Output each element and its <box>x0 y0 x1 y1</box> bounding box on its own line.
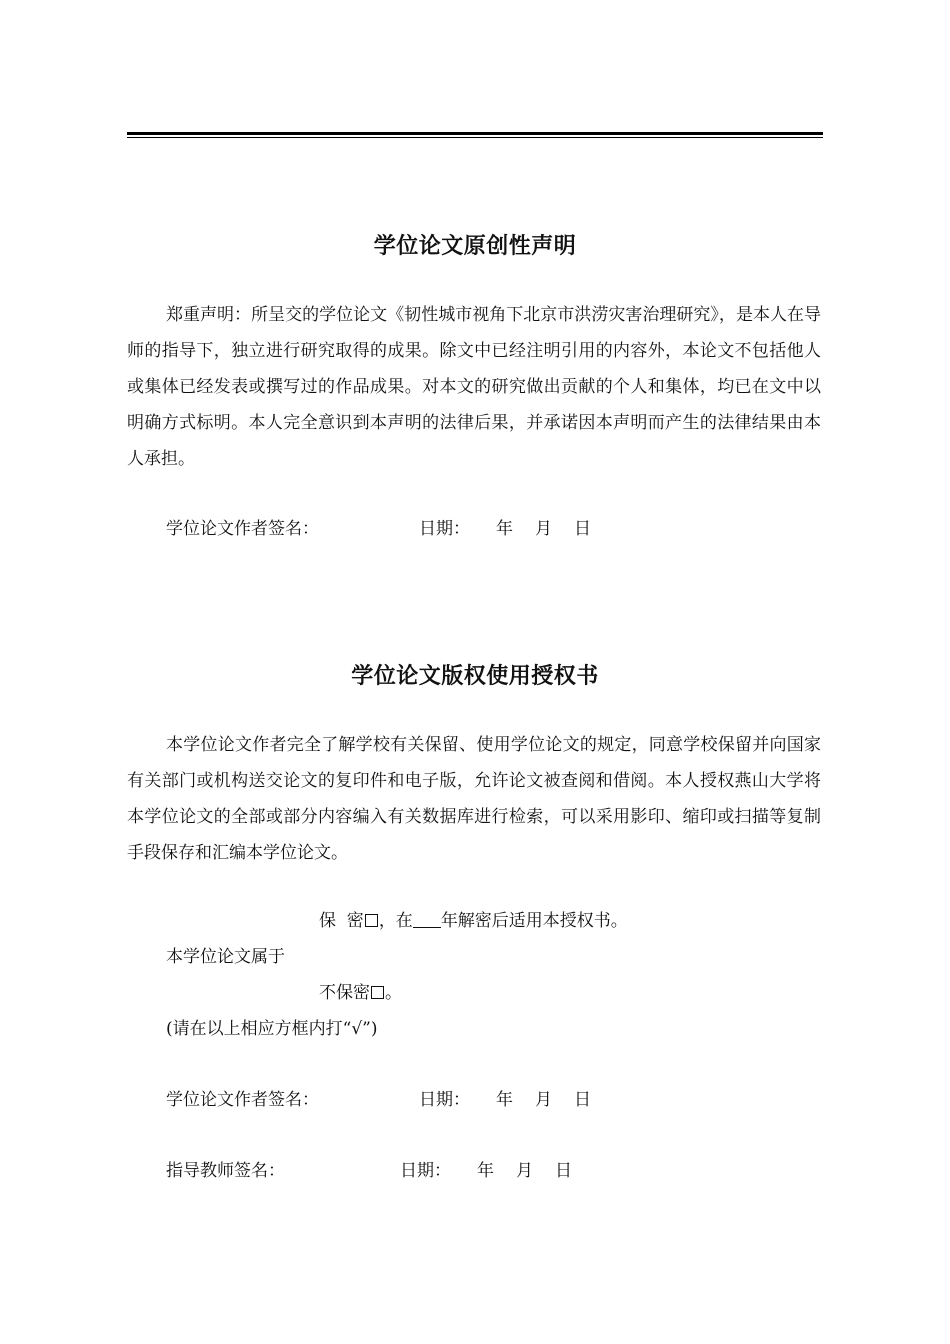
top-rule-thin <box>127 137 823 138</box>
advisor-month-label: 月 <box>516 1161 533 1181</box>
declaration-date-label: 日期： <box>419 519 470 539</box>
authorization-author-day-label: 日 <box>574 1090 591 1110</box>
secret-option-suffix: 年解密后适用本授权书。 <box>440 911 628 931</box>
not-secret-checkbox[interactable] <box>371 986 384 999</box>
thesis-belongs-label: 本学位论文属于 <box>166 947 285 967</box>
authorization-title: 学位论文版权使用授权书 <box>351 664 599 689</box>
authorization-author-year-label: 年 <box>496 1090 513 1110</box>
top-rule-thick <box>127 132 823 135</box>
declaration-title: 学位论文原创性声明 <box>373 234 577 259</box>
declaration-day-label: 日 <box>574 519 591 539</box>
secret-option-label: 保 密 <box>319 911 364 931</box>
authorization-author-month-label: 月 <box>535 1090 552 1110</box>
advisor-year-label: 年 <box>477 1161 494 1181</box>
not-secret-option-label: 不保密 <box>319 983 370 1003</box>
declaration-year-label: 年 <box>496 519 513 539</box>
authorization-author-date-label: 日期： <box>419 1090 470 1110</box>
authorization-body: 本学位论文作者完全了解学校有关保留、使用学位论文的规定，同意学校保留并向国家有关部门或机构送交论文的复印件和电子版，允许论文被查阅和借阅。本人授权燕山大学将本学位论文的全部或部分内容编入有关数据库进行检索，可以采用影印、缩印或扫描等复制手段保存和汇编本学位论文。 <box>127 735 821 863</box>
advisor-day-label: 日 <box>555 1161 572 1181</box>
not-secret-option-suffix: 。 <box>385 983 402 1003</box>
secret-option-row <box>319 910 628 932</box>
authorization-author-signature-label: 学位论文作者签名： <box>166 1090 319 1110</box>
declaration-month-label: 月 <box>535 519 552 539</box>
secret-years-blank[interactable] <box>413 911 441 928</box>
secret-option-mid: ，在 <box>378 911 413 931</box>
declaration-body: 郑重声明：所呈交的学位论文《韧性城市视角下北京市洪涝灾害治理研究》，是本人在导师的指导下，独立进行研究取得的成果。除文中已经注明引用的内容外，本论文不包括他人或集体已经发表或撰写过的作品成果。对本文的研究做出贡献的个人和集体，均已在文中以明确方式标明。本人完全意识到本声明的法律后果，并承诺因本声明而产生的法律结果由本人承担。 <box>127 305 821 469</box>
declaration-author-signature-label: 学位论文作者签名： <box>166 519 319 539</box>
advisor-signature-label: 指导教师签名： <box>166 1161 285 1181</box>
not-secret-option-row <box>319 982 402 1004</box>
secret-checkbox[interactable] <box>365 914 378 927</box>
checkbox-instruction-note: (请在以上相应方框内打“√”) <box>166 1019 378 1039</box>
advisor-date-label: 日期： <box>400 1161 451 1181</box>
